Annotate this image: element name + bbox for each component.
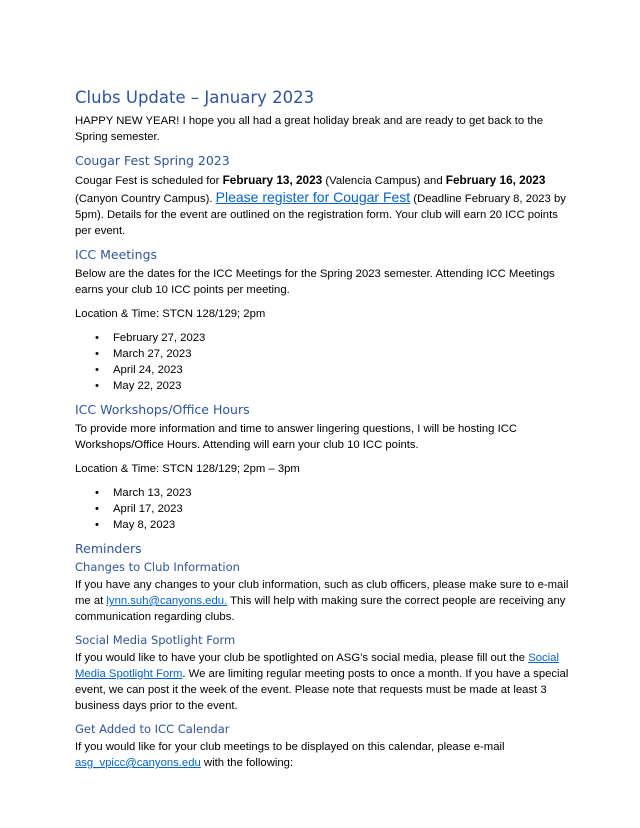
cougar-fest-paragraph: Cougar Fest is scheduled for February 13, 2023 (Valencia Campus) and February 16, 2023 (Canyon Country Campus). Please register for Cougar Fest (Deadline February 8, 2023 by 5pm). Details for the event are outlined on the registration form. Your club will earn 20 ICC points per event. [75,173,566,237]
icc-meetings-heading: ICC Meetings [75,247,158,262]
cougar-fest-register-link[interactable]: Please register for Cougar Fest [215,189,411,205]
calendar-heading: Get Added to ICC Calendar [75,722,230,736]
icc-workshops-date-list [75,485,570,533]
icc-workshops-heading: ICC Workshops/Office Hours [75,402,250,417]
contact-email-link[interactable]: lynn.suh@canyons.edu. [106,595,228,607]
icc-workshops-paragraph: To provide more information and time to answer lingering questions, I will be hosting ICC Workshops/Office Hours. Attending will earn your club 10 ICC points. [75,423,518,451]
calendar-paragraph: If you would like for your club meetings to be displayed on this calendar, please e-mail asg_vpicc@canyons.edu with the following: [75,741,505,769]
club-info-heading: Changes to Club Information [75,560,240,574]
icc-meetings-paragraph: Below are the dates for the ICC Meetings for the Spring 2023 semester. Attending ICC Meetings earns your club 10 ICC points per meeting. [75,268,555,296]
intro-paragraph: HAPPY NEW YEAR! I hope you all had a great holiday break and are ready to get back to the Spring semester. [75,115,544,143]
icc-meetings-date-list [75,330,570,394]
cougar-fest-date-valencia: February 13, 2023 [222,173,323,187]
list-item: • March 13, 2023 [95,487,192,499]
list-item: • April 24, 2023 [95,364,183,376]
icc-workshops-location: Location & Time: STCN 128/129; 2pm – 3pm [75,463,300,475]
social-media-paragraph: If you would like to have your club be spotlighted on ASG’s social media, please fill out the Social Media Spotlight Form. We are limiting regular meeting posts to once a month. If you have a special event, we can post it the week of the event. Please note that requests must be made at least 3 business days prior to the event. [75,652,569,712]
list-item: • April 17, 2023 [95,503,183,515]
list-item: • March 27, 2023 [95,348,192,360]
social-media-heading: Social Media Spotlight Form [75,633,236,647]
list-item: • May 8, 2023 [95,519,176,531]
cougar-fest-heading: Cougar Fest Spring 2023 [75,153,230,168]
list-item: • February 27, 2023 [95,332,206,344]
calendar-email-link[interactable]: asg_vpicc@canyons.edu [75,757,201,769]
list-item: • May 22, 2023 [95,380,182,392]
icc-meetings-location: Location & Time: STCN 128/129; 2pm [75,308,266,320]
club-info-paragraph: If you have any changes to your club information, such as club officers, please make sure to e-mail me at lynn.suh@canyons.edu. This will help with making sure the correct people are receiving any communication regarding clubs. [75,579,569,623]
social-media-form-link[interactable]: Social Media Spotlight Form [75,652,559,680]
cougar-fest-date-canyon: February 16, 2023 [445,173,546,187]
reminders-heading: Reminders [75,541,142,556]
page-title: Clubs Update – January 2023 [75,88,315,107]
